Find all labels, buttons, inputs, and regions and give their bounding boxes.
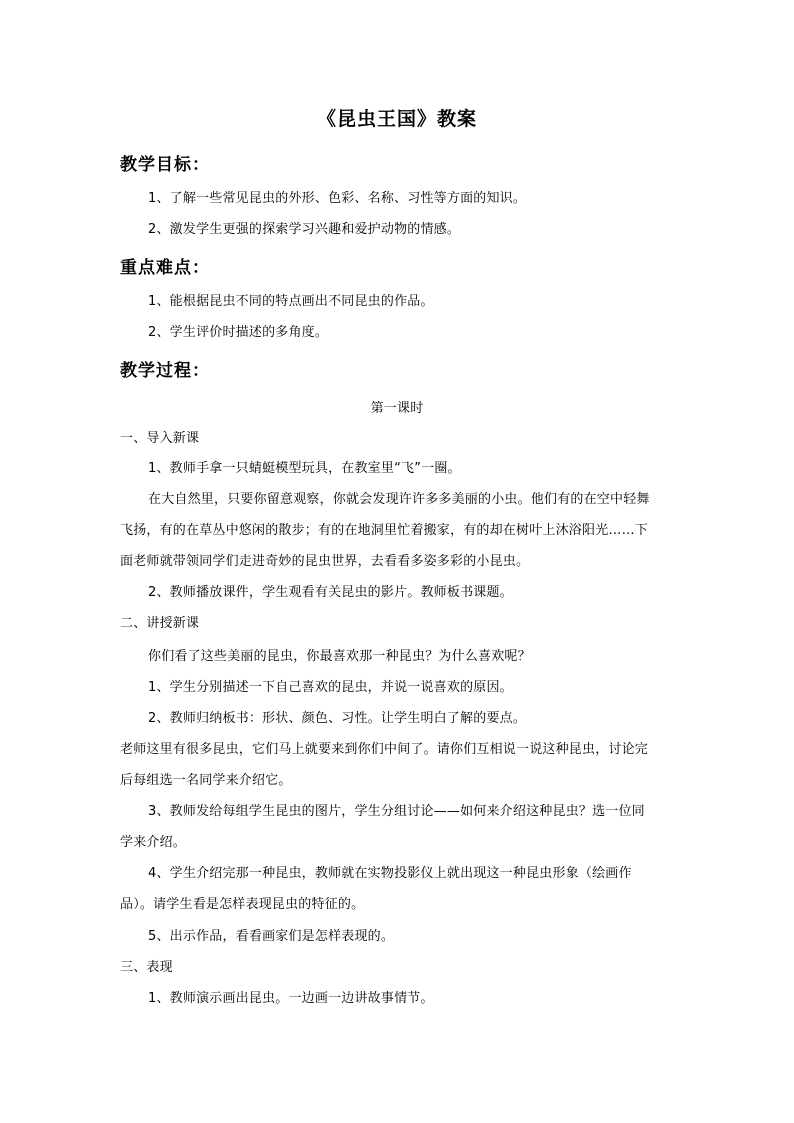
section2-line: 5、出示作品，看看画家们是怎样表现的。: [148, 929, 395, 944]
section2-line: 后每组选一名同学来介绍它。: [120, 773, 292, 788]
goal-item-2: 2、激发学生更强的探索学习兴趣和爱护动物的情感。: [148, 222, 461, 237]
section3-line: 1、教师演示画出昆虫。一边画一边讲故事情节。: [148, 991, 434, 1006]
lesson-label: 第一课时: [370, 401, 424, 416]
section1-line: 1、教师手拿一只蜻蜓模型玩具，在教室里“飞”一圈。: [148, 461, 461, 476]
document-title: 《昆虫王国》教案: [316, 108, 477, 130]
section2-line: 学来介绍。: [120, 835, 187, 850]
section2-line: 4、学生介绍完那一种昆虫，教师就在实物投影仪上就出现这一种昆虫形象（绘画作: [148, 866, 632, 881]
goal-item-1: 1、了解一些常见昆虫的外形、色彩、名称、习性等方面的知识。: [148, 191, 527, 206]
section2-line: 3、教师发给每组学生昆虫的图片，学生分组讨论——如何来介绍这种昆虫？选一位同: [148, 804, 645, 819]
goals-heading: 教学目标：: [120, 155, 210, 175]
key-point-item-1: 1、能根据昆虫不同的特点画出不同昆虫的作品。: [148, 294, 434, 309]
key-points-heading: 重点难点：: [120, 258, 210, 278]
section1-line: 面老师就带领同学们走进奇妙的昆虫世界，去看看多姿多彩的小昆虫。: [120, 554, 530, 569]
section1-line: 2、教师播放课件，学生观看有关昆虫的影片。教师板书课题。: [148, 585, 513, 600]
process-heading: 教学过程：: [120, 361, 210, 381]
section2-title: 二、讲授新课: [120, 616, 200, 631]
section3-title: 三、表现: [120, 960, 173, 975]
section2-line: 1、学生分别描述一下自己喜欢的昆虫，并说一说喜欢的原因。: [148, 680, 513, 695]
section2-line: 品）。请学生看是怎样表现昆虫的特征的。: [120, 897, 365, 912]
key-point-item-2: 2、学生评价时描述的多角度。: [148, 325, 329, 340]
section1-line: 在大自然里，只要你留意观察，你就会发现许许多多美丽的小虫。他们有的在空中轻舞: [148, 492, 650, 507]
section2-line: 2、教师归纳板书：形状、颜色、习性。让学生明白了解的要点。: [148, 711, 527, 726]
section1-line: 飞扬，有的在草丛中悠闲的散步；有的在地洞里忙着搬家，有的却在树叶上沐浴阳光……下: [120, 523, 649, 538]
section1-title: 一、导入新课: [120, 431, 200, 446]
section2-line: 你们看了这些美丽的昆虫，你最喜欢那一种昆虫？为什么喜欢呢？: [148, 649, 531, 664]
section2-line: 老师这里有很多昆虫，它们马上就要来到你们中间了。请你们互相说一说这种昆虫，讨论完: [120, 742, 649, 757]
